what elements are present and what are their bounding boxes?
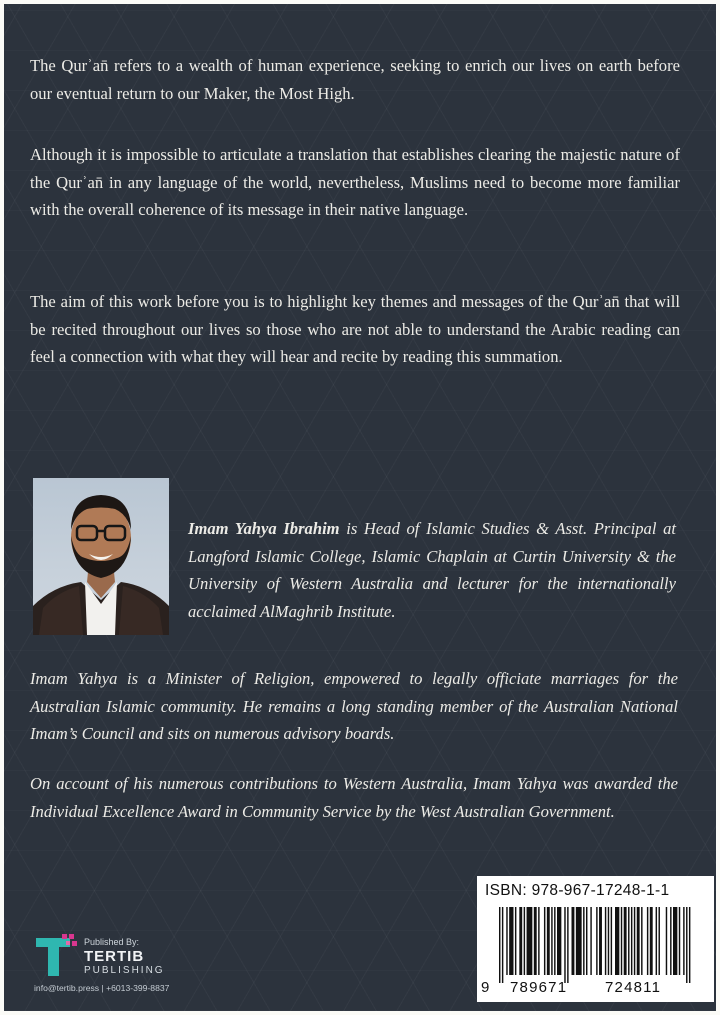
barcode-bar bbox=[608, 907, 609, 975]
intro-paragraph-2: Although it is impossible to articulate a translation that establishes clearing the majestic nature of the Qurʾan̄ in any language of the world, nevertheless, Muslims need to become more familiar with the overall coherence of its message in their native language. bbox=[30, 145, 680, 220]
barcode-bar bbox=[551, 907, 552, 975]
barcode-bar bbox=[586, 907, 587, 975]
barcode-bar bbox=[534, 907, 537, 975]
intro-paragraph-1: The Qurʾan̄ refers to a wealth of human experience, seeking to enrich our lives on earth before our eventual return to our Maker, the Most High. bbox=[30, 56, 680, 103]
barcode-bar bbox=[615, 907, 619, 975]
barcode-bar bbox=[583, 907, 584, 975]
author-name: Imam Yahya Ibrahim bbox=[188, 519, 340, 538]
isbn-barcode-panel bbox=[477, 876, 714, 1002]
barcode-bar bbox=[572, 907, 575, 975]
barcode-bar bbox=[527, 907, 533, 975]
barcode-bar bbox=[686, 907, 687, 983]
publisher-name: TERTIB bbox=[84, 948, 145, 965]
barcode-bar bbox=[683, 907, 684, 975]
barcode-bar bbox=[650, 907, 653, 975]
barcode-bar bbox=[656, 907, 657, 975]
barcode-bar bbox=[506, 907, 507, 975]
publisher-block bbox=[34, 932, 264, 1002]
published-by-label: Published By: bbox=[84, 937, 140, 947]
barcode-bar bbox=[599, 907, 602, 975]
barcode-bar bbox=[519, 907, 522, 975]
barcode-bar bbox=[544, 907, 545, 975]
barcode-bar bbox=[605, 907, 606, 975]
publisher-contact: info@tertib.press | +6013-399-8837 bbox=[34, 983, 170, 993]
barcode-bar bbox=[515, 907, 516, 975]
barcode-bar bbox=[637, 907, 640, 975]
barcode-bar bbox=[554, 907, 555, 975]
barcode-bar bbox=[641, 907, 642, 975]
barcode-bar bbox=[621, 907, 622, 975]
tertib-logo-icon bbox=[36, 934, 80, 980]
isbn-label: ISBN: 978-967-17248-1-1 bbox=[485, 882, 670, 899]
barcode-bar bbox=[502, 907, 503, 983]
barcode-bar bbox=[670, 907, 671, 975]
barcode-digits-left: 789671 bbox=[510, 979, 568, 996]
publisher-subtitle: PUBLISHING bbox=[84, 965, 165, 976]
author-bio bbox=[188, 515, 676, 626]
barcode-bar bbox=[557, 907, 561, 975]
barcode-digits-right: 724811 bbox=[605, 979, 662, 996]
barcode-bar bbox=[509, 907, 513, 975]
barcode-bar bbox=[659, 907, 660, 975]
barcode-bar bbox=[679, 907, 680, 975]
back-cover bbox=[4, 4, 716, 1011]
barcode-bar bbox=[611, 907, 612, 975]
author-photo bbox=[33, 478, 169, 635]
barcode-bar bbox=[628, 907, 629, 975]
barcode-bar bbox=[499, 907, 500, 983]
barcode-bar bbox=[624, 907, 627, 975]
barcode-bar bbox=[666, 907, 667, 975]
barcode-bar bbox=[673, 907, 677, 975]
barcode-image bbox=[497, 907, 697, 985]
barcode-bar bbox=[524, 907, 525, 975]
author-paragraph-3: On account of his numerous contributions to Western Australia, Imam Yahya was awarded the Individual Excellence Award in Community Service by the West Australian Government. bbox=[30, 774, 678, 821]
author-bio-text: is Head of Islamic Studies & Asst. Principal at Langford Islamic College, Islamic Chaplain at Curtin University & the University of Western Australia and lecturer for the internationally acclaimed AlMaghrib Institute. bbox=[188, 519, 676, 622]
barcode-bar bbox=[647, 907, 648, 975]
barcode-bar bbox=[538, 907, 539, 975]
barcode-bar bbox=[576, 907, 582, 975]
author-paragraph-2: Imam Yahya is a Minister of Religion, empowered to legally officiate marriages for the Australian Islamic community. He remains a long standing member of the Australian National Imam’s Council and sits on numerous advisory boards. bbox=[30, 669, 678, 744]
barcode-bar bbox=[634, 907, 635, 975]
barcode-bar bbox=[547, 907, 550, 975]
barcode-bar bbox=[590, 907, 591, 975]
barcode-bar bbox=[596, 907, 597, 975]
barcode-bar bbox=[631, 907, 632, 975]
barcode-bar bbox=[689, 907, 690, 983]
barcode-digit-first: 9 bbox=[481, 979, 491, 996]
intro-paragraph-3: The aim of this work before you is to highlight key themes and messages of the Qurʾan̄ that will be recited throughout our lives so those who are not able to understand the Arabic reading can feel a connection with what they will hear and recite by reading this summation. bbox=[30, 292, 680, 367]
barcode-bar bbox=[567, 907, 568, 983]
barcode-bar bbox=[564, 907, 565, 983]
